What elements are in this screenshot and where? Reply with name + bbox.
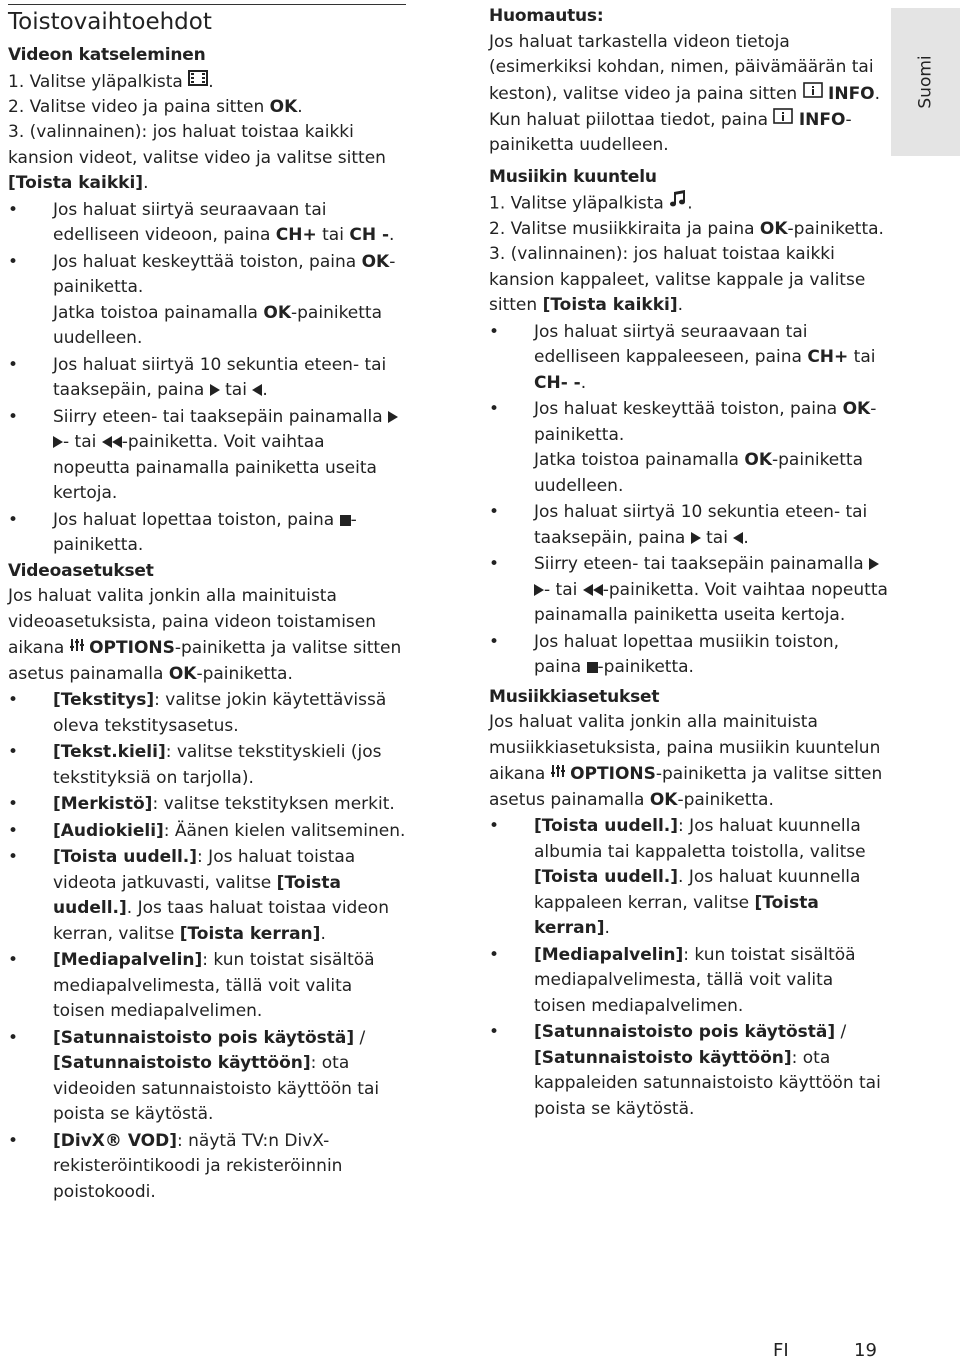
note-paragraph-2: Kun haluat piilottaa tiedot, paina INFO-painiketta uudelleen. bbox=[489, 107, 889, 159]
list-item: • [Satunnaistoisto pois käytöstä] / [Satunnaistoisto käyttöön]: ota kappaleiden satunnaistoisto käyttöön tai poista se käytöstä. bbox=[489, 1020, 889, 1122]
list-item: • [Audiokieli]: Äänen kielen valitseminen. bbox=[8, 819, 406, 845]
video-step-2: 2. Valitse video ja paina sitten OK. bbox=[8, 96, 303, 117]
list-item: • Jos haluat siirtyä seuraavaan tai edelliseen kappaleeseen, paina CH+ tai CH- -. bbox=[489, 320, 889, 397]
music-step-2: 2. Valitse musiikkiraita ja paina OK-painiketta. bbox=[489, 218, 884, 239]
music-heading: Musiikin kuuntelu bbox=[489, 166, 657, 187]
rewind-icon bbox=[102, 432, 122, 452]
play-right-icon bbox=[691, 532, 701, 544]
list-item: • [Mediapalvelin]: kun toistat sisältöä mediapalvelimesta, tällä voit valita toisen mediapalvelimen. bbox=[489, 943, 889, 1020]
video-step-3: 3. (valinnainen): jos haluat toistaa kaikki kansion videot, valitse video ja valitse sitten [Toista kaikki]. bbox=[8, 122, 386, 194]
list-item: • Siirry eteen- tai taaksepäin painamalla - tai -painiketta. Voit vaihtaa nopeutta painamalla painiketta useita kertoja. bbox=[489, 552, 889, 629]
left-column bbox=[8, 43, 406, 1205]
list-item: • [Toista uudell.]: Jos haluat kuunnella albumia tai kappaletta toistolla, valitse [Toista uudell.]. Jos haluat kuunnella kappaleen kerran, valitse [Toista kerran]. bbox=[489, 814, 889, 942]
right-column bbox=[489, 4, 889, 1122]
music-settings-heading: Musiikkiasetukset bbox=[489, 686, 660, 707]
rewind-icon bbox=[583, 580, 603, 600]
video-controls-list bbox=[8, 198, 406, 559]
top-rule bbox=[8, 4, 406, 5]
stop-icon bbox=[340, 515, 351, 526]
play-left-icon bbox=[252, 384, 262, 396]
options-icon bbox=[70, 635, 84, 661]
list-item: • Jos haluat siirtyä 10 sekuntia eteen- tai taaksepäin, paina tai . bbox=[489, 500, 889, 551]
list-item: • [Toista uudell.]: Jos haluat toistaa videota jatkuvasti, valitse [Toista uudell.]. Jos taas haluat toistaa videon kerran, valitse [Toista kerran]. bbox=[8, 845, 406, 947]
music-step-1: 1. Valitse yläpalkista . bbox=[489, 190, 889, 217]
stop-icon bbox=[587, 662, 598, 673]
video-heading: Videon katseleminen bbox=[8, 45, 206, 65]
film-icon bbox=[188, 69, 208, 95]
list-item: • [Merkistö]: valitse tekstityksen merkit. bbox=[8, 792, 406, 818]
note-heading: Huomautus: bbox=[489, 6, 604, 26]
music-controls-list bbox=[489, 320, 889, 681]
list-item: • Jos haluat lopettaa toiston, paina -painiketta. bbox=[8, 508, 406, 559]
footer-language: FI bbox=[773, 1340, 789, 1361]
list-item: • Jos haluat siirtyä seuraavaan tai edelliseen videoon, paina CH+ tai CH -. bbox=[8, 198, 406, 249]
video-settings-intro: Jos haluat valita jonkin alla mainituista videoasetuksista, paina videon toistamisen aikana OPTIONS-painiketta ja valitse sitten asetus painamalla OK-painiketta. bbox=[8, 586, 402, 684]
language-tab: Suomi bbox=[891, 8, 960, 156]
list-item: • Jos haluat keskeyttää toiston, paina OK-painiketta. Jatka toistoa painamalla OK-painiketta uudelleen. bbox=[8, 250, 406, 352]
info-icon bbox=[803, 81, 823, 107]
page-number: 19 bbox=[854, 1340, 877, 1361]
list-item: • [DivX® VOD]: näytä TV:n DivX-rekisteröintikoodi ja rekisteröinnin poistokoodi. bbox=[8, 1129, 406, 1206]
play-right-icon bbox=[210, 384, 220, 396]
options-icon bbox=[551, 761, 565, 787]
video-step-1: 1. Valitse yläpalkista . bbox=[8, 69, 406, 95]
music-options-list bbox=[489, 814, 889, 1122]
list-item: • Jos haluat keskeyttää toiston, paina OK-painiketta. Jatka toistoa painamalla OK-painiketta uudelleen. bbox=[489, 397, 889, 499]
play-left-icon bbox=[733, 532, 743, 544]
list-item: • Jos haluat siirtyä 10 sekuntia eteen- tai taaksepäin, paina tai . bbox=[8, 353, 406, 404]
list-item: • Jos haluat lopettaa musiikin toiston, paina -painiketta. bbox=[489, 630, 889, 681]
note-paragraph-1: Jos haluat tarkastella videon tietoja (esimerkiksi kohdan, nimen, päivämäärän tai keston), valitse video ja paina sitten INFO. bbox=[489, 30, 889, 107]
music-note-icon bbox=[669, 190, 687, 217]
list-item: • [Satunnaistoisto pois käytöstä] / [Satunnaistoisto käyttöön]: ota videoiden satunnaistoisto käyttöön tai poista se käytöstä. bbox=[8, 1026, 406, 1128]
list-item: • [Tekstitys]: valitse jokin käytettävissä oleva tekstitysasetus. bbox=[8, 688, 406, 739]
music-settings-intro: Jos haluat valita jonkin alla mainituista musiikkiasetuksista, paina musiikin kuuntelun aikana OPTIONS-painiketta ja valitse sitten asetus painamalla OK-painiketta. bbox=[489, 712, 883, 810]
video-settings-heading: Videoasetukset bbox=[8, 560, 154, 581]
video-options-list bbox=[8, 688, 406, 1205]
list-item: • [Tekst.kieli]: valitse tekstityskieli (jos tekstityksiä on tarjolla). bbox=[8, 740, 406, 791]
list-item: • [Mediapalvelin]: kun toistat sisältöä mediapalvelimesta, tällä voit valita toisen mediapalvelimen. bbox=[8, 948, 406, 1025]
info-icon bbox=[773, 107, 793, 133]
list-item: • Siirry eteen- tai taaksepäin painamalla - tai -painiketta. Voit vaihtaa nopeutta painamalla painiketta useita kertoja. bbox=[8, 405, 406, 507]
section-title: Toistovaihtoehdot bbox=[8, 9, 212, 35]
music-step-3: 3. (valinnainen): jos haluat toistaa kaikki kansion kappaleet, valitse kappale ja valitse sitten [Toista kaikki]. bbox=[489, 244, 866, 316]
